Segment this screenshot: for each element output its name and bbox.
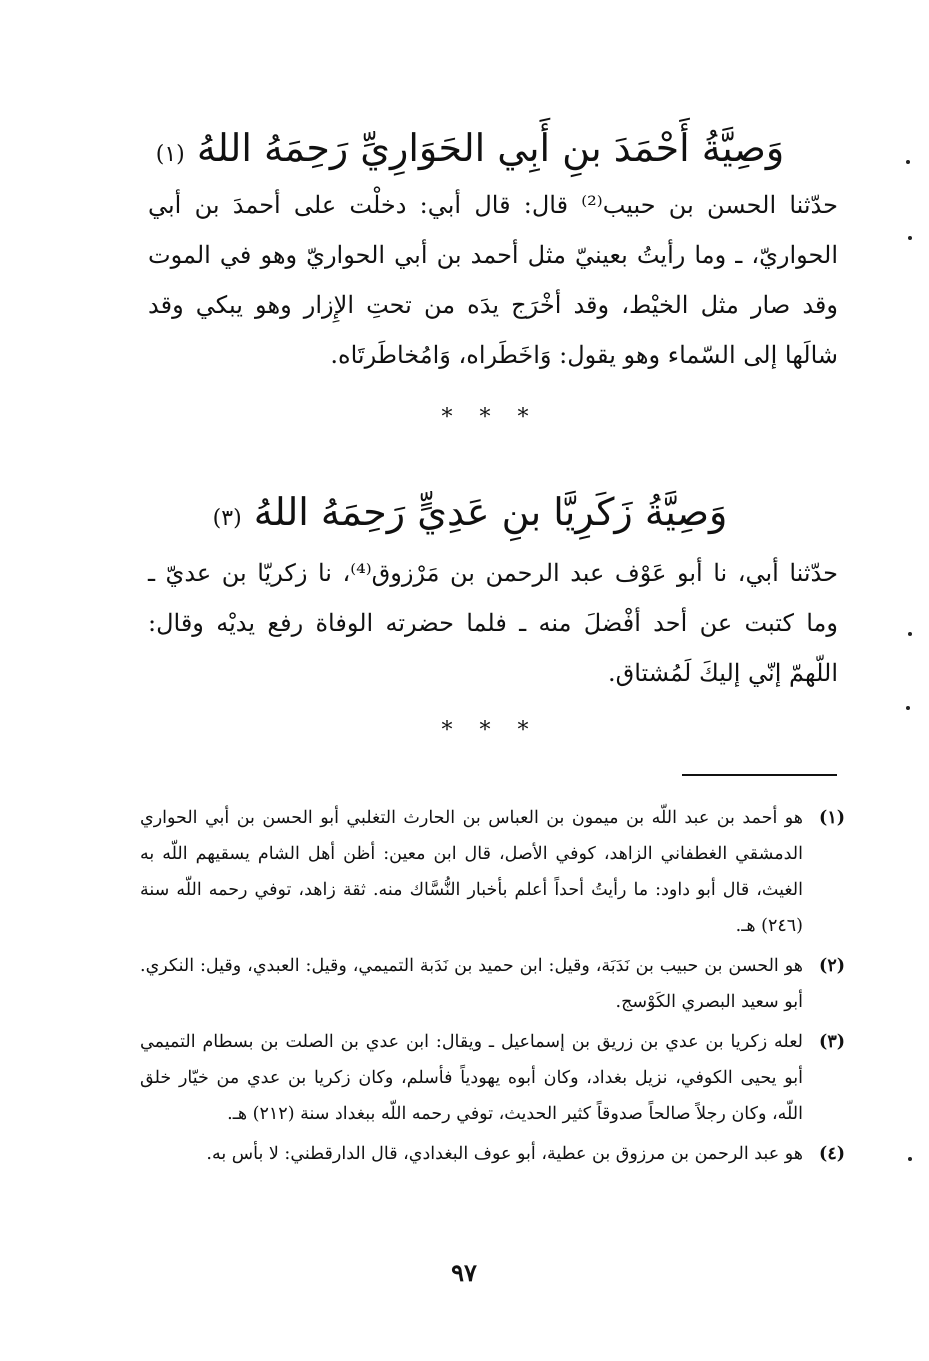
section-divider-2: * * * <box>441 718 539 743</box>
scan-speck <box>908 1157 912 1161</box>
section-title-1-text: وَصِيَّةُ أَحْمَدَ بنِ أَبِي الحَوَارِيِّ رَحِمَهُ اللهُ <box>196 126 785 170</box>
scan-speck <box>908 236 912 240</box>
footnote-rule <box>682 774 837 776</box>
page-number: ٩٧ <box>451 1258 477 1287</box>
footnote-3-number: (٣) <box>819 1032 845 1052</box>
section-paragraph-2: حدّثنا أبي، نا أبو عَوْف عبد الرحمن بن مَرْزوق⁽⁴⁾، نا زكريّا بن عديّ ـ وما كتبت عن أحد أفْضلَ منه ـ فلما حضرته الوفاة رفع يديْه وقال: اللّهمّ إنّي إليكَ لَمُشتاق. <box>148 559 838 687</box>
footnote-2-text: هو الحسن بن حبيب بن نَدَبَة، وقيل: ابن حميد بن نَدَبة التميمي، وقيل: العبدي، وقيل: النكري. أبو سعيد البصري الكَوْسج. <box>140 956 803 1012</box>
footnote-4-text: هو عبد الرحمن بن مرزوق بن عطية، أبو عوف البغدادي، قال الدارقطني: لا بأس به. <box>206 1144 803 1164</box>
scan-speck <box>906 160 910 164</box>
section-paragraph-1: حدّثنا الحسن بن حبيب⁽²⁾ قال: قال أبي: دخلْت على أحمدَ بن أبي الحواريّ، ـ وما رأيتُ بعينيّ مثل أحمد بن أبي الحواريّ وهو في الموت وقد صار مثل الخيْط، وقد أخْرَج يدَه من تحتِ الإِزار وهو يبكي وقد شالَها إلى السّماء وهو يقول: وَاخَطَراه، وَامُخاطَرتَاه. <box>148 191 838 369</box>
footnote-1-text: هو أحمد بن عبد اللّه بن ميمون بن العباس بن الحارث التغلبي أبو الحسن بن أبي الحواري الدمشقي الغطفاني الزاهد، كوفي الأصل، قال ابن معين: أظن أهل الشام يسقيهم اللّه به الغيث، قال أبو داود: ما رأيتُ أحداً أعلم بأخبار النُّسَّاك منه. ثقة زاهد، توفي رحمه اللّه سنة (٢٤٦) هـ. <box>140 808 803 936</box>
scan-speck <box>906 706 910 710</box>
section-title-1 <box>150 118 790 185</box>
section-title-1-note: (١) <box>155 142 185 167</box>
footnote-1 <box>140 800 845 944</box>
footnote-3-text: لعله زكريا بن عدي بن زريق بن إسماعيل ـ ويقال: ابن عدي بن الصلت بن بسطام التميمي أبو يحيى الكوفي، نزيل بغداد، وكان أبوه يهودياً فأسلم، وكان زكريا بن عدي من خيّار خلق اللّه، وكان رجلاً صالحاً صدوقاً كثير الحديث، توفي رحمه اللّه ببغداد سنة (٢١٢) هـ. <box>140 1032 803 1124</box>
footnote-2 <box>140 948 845 1020</box>
footnote-1-number: (١) <box>819 808 845 828</box>
section-title-2-text: وَصِيَّةُ زَكَرِيَّا بنِ عَدِيٍّ رَحِمَهُ اللهُ <box>253 490 728 534</box>
section-title-2-note: (٣) <box>212 506 242 531</box>
section-title-2 <box>150 482 790 549</box>
section-divider-1: * * * <box>441 405 539 430</box>
footnote-4-number: (٤) <box>819 1144 845 1164</box>
footnote-3 <box>140 1024 845 1132</box>
footnotes <box>140 800 845 1176</box>
footnote-4 <box>140 1136 845 1172</box>
scan-speck <box>908 632 912 636</box>
footnote-2-number: (٢) <box>819 956 845 976</box>
